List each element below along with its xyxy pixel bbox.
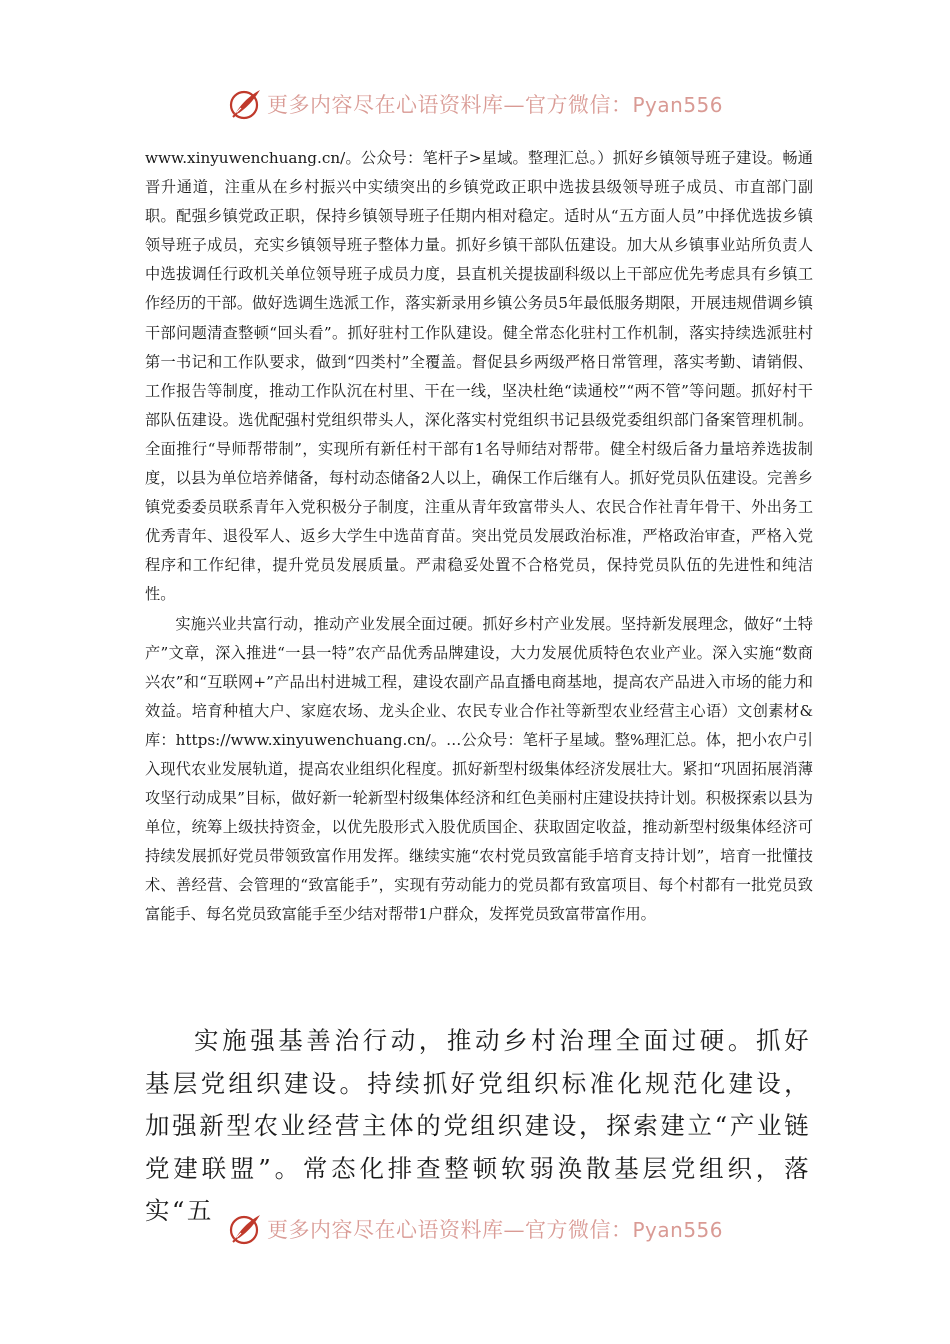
footer-wechat-id: Pyan556 <box>632 1218 723 1242</box>
footer-banner <box>0 1209 950 1249</box>
footer-banner-text <box>267 1214 723 1244</box>
header-wechat-id: Pyan556 <box>632 93 723 117</box>
header-banner-inner <box>227 86 723 122</box>
quill-logo-icon <box>227 1211 263 1247</box>
footer-banner-inner <box>227 1211 723 1247</box>
paragraph-grassroots-governance: 实施强基善治行动，推动乡村治理全面过硬。抓好基层党组织建设。持续抓好党组织标准化规范化建设，加强新型农业经营主体的党组织建设，探索建立“产业链党建联盟”。常态化排查整顿软弱涣散基层党组织，落实“五 <box>145 1026 811 1225</box>
document-body-large <box>145 1020 811 1233</box>
quill-logo-icon <box>227 86 263 122</box>
header-banner <box>0 84 950 124</box>
paragraph-industry-prosperity: 实施兴业共富行动，推动产业发展全面过硬。抓好乡村产业发展。坚持新发展理念，做好“土特产”文章，深入推进“一县一特”农产品优秀品牌建设，大力发展优质特色农业产业。深入实施“数商兴农”和“互联网+”产品出村进城工程，建设农副产品直播电商基地，提高农产品进入市场的能力和效益。培育种植大户、家庭农场、龙头企业、农民专业合作社等新型农业经营主心语）文创素材&库：https://www.xinyuwenchuang.cn/。…公众号：笔杆子星域。整%理汇总。体，把小农户引入现代农业发展轨道，提高农业组织化程度。抓好新型村级集体经济发展壮大。紧扣“巩固拓展消薄攻坚行动成果”目标，做好新一轮新型村级集体经济和红色美丽村庄建设扶持计划。积极探索以县为单位，统筹上级扶持资金，以优先股形式入股优质国企、获取固定收益，推动新型村级集体经济可持续发展抓好党员带领致富作用发挥。继续实施“农村党员致富能手培育支持计划”，培育一批懂技术、善经营、会管理的“致富能手”，实现有劳动能力的党员都有致富项目、每个村都有一批党员致富能手、每名党员致富能手至少结对帮带1户群众，发挥党员致富带富作用。 <box>145 614 813 924</box>
document-body-small <box>145 144 813 930</box>
paragraph-cadre-building: www.xinyuwenchuang.cn/。公众号：笔杆子>星域。整理汇总。）抓好乡镇领导班子建设。畅通晋升通道，注重从在乡村振兴中实绩突出的乡镇党政正职中选拔县级领导班子成员、市直部门副职。配强乡镇党政正职，保持乡镇领导班子任期内相对稳定。适时从“五方面人员”中择优选拔乡镇领导班子成员，充实乡镇领导班子整体力量。抓好乡镇干部队伍建设。加大从乡镇事业站所负责人中选拔调任行政机关单位领导班子成员力度，县直机关提拔副科级以上干部应优先考虑具有乡镇工作经历的干部。做好选调生选派工作，落实新录用乡镇公务员5年最低服务期限，开展违规借调乡镇干部问题清查整顿“回头看”。抓好驻村工作队建设。健全常态化驻村工作机制，落实持续选派驻村第一书记和工作队要求，做到“四类村”全覆盖。督促县乡两级严格日常管理，落实考勤、请销假、工作报告等制度，推动工作队沉在村里、干在一线，坚决杜绝“读通校”“两不管”等问题。抓好村干部队伍建设。选优配强村党组织带头人，深化落实村党组织书记县级党委组织部门备案管理机制。全面推行“导师帮带制”，实现所有新任村干部有1名导师结对帮带。健全村级后备力量培养选拔制度，以县为单位培养储备，每村动态储备2人以上，确保工作后继有人。抓好党员队伍建设。完善乡镇党委委员联系青年入党积极分子制度，注重从青年致富带头人、农民合作社青年骨干、外出务工优秀青年、退役军人、返乡大学生中选苗育苗。突出党员发展政治标准，严格政治审查，严格入党程序和工作纪律，提升党员发展质量。严肃稳妥处置不合格党员，保持党员队伍的先进性和纯洁性。 <box>145 149 813 604</box>
header-banner-label: 更多内容尽在心语资料库—官方微信： <box>266 93 633 117</box>
header-banner-text <box>267 89 723 119</box>
footer-banner-label: 更多内容尽在心语资料库—官方微信： <box>266 1218 633 1242</box>
